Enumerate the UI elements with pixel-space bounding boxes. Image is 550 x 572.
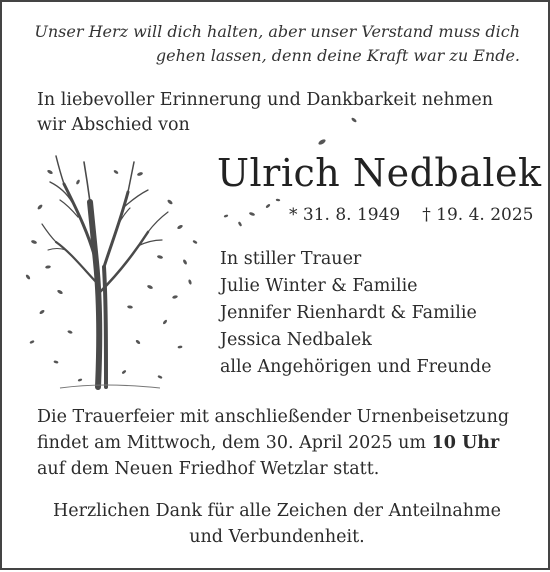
mourner-line: alle Angehörigen und Freunde: [220, 357, 492, 377]
thanks-line-1: Herzlichen Dank für alle Zeichen der Anteilnahme: [52, 501, 502, 521]
intro-line-1: In liebevoller Erinnerung und Dankbarkeit nehmen: [37, 90, 493, 110]
mourner-line: Jennifer Rienhardt & Familie: [220, 303, 477, 323]
funeral-line-1: Die Trauerfeier mit anschließender Urnenbeisetzung: [37, 407, 510, 427]
deceased-name: Ulrich Nedbalek: [217, 151, 542, 195]
funeral-line-2: [37, 430, 527, 456]
funeral-time: 10 Uhr: [431, 433, 500, 453]
motto-line-2: gehen lassen, denn deine Kraft war zu Ende.: [155, 46, 520, 65]
intro-line-2: wir Abschied von: [37, 115, 190, 135]
funeral-line-3: auf dem Neuen Friedhof Wetzlar statt.: [37, 459, 380, 479]
mourner-line: Julie Winter & Familie: [220, 276, 418, 296]
funeral-details: [37, 404, 527, 482]
intro-text: [37, 88, 517, 138]
mourner-line: In stiller Trauer: [220, 249, 362, 269]
motto-line-1: Unser Herz will dich halten, aber unser Verstand muss dich: [34, 22, 520, 41]
thanks-line-2: und Verbundenheit.: [189, 527, 365, 547]
mourners-list: [220, 246, 491, 381]
tree-icon: [20, 142, 210, 392]
mourner-line: Jessica Nedbalek: [220, 330, 372, 350]
thanks-text: [2, 498, 550, 550]
life-dates: [289, 203, 533, 227]
death-date: † 19. 4. 2025: [422, 205, 534, 225]
motto-quote: [30, 20, 520, 68]
funeral-date: findet am Mittwoch, dem 30. April 2025 um: [37, 433, 432, 453]
birth-date: * 31. 8. 1949: [289, 205, 401, 225]
